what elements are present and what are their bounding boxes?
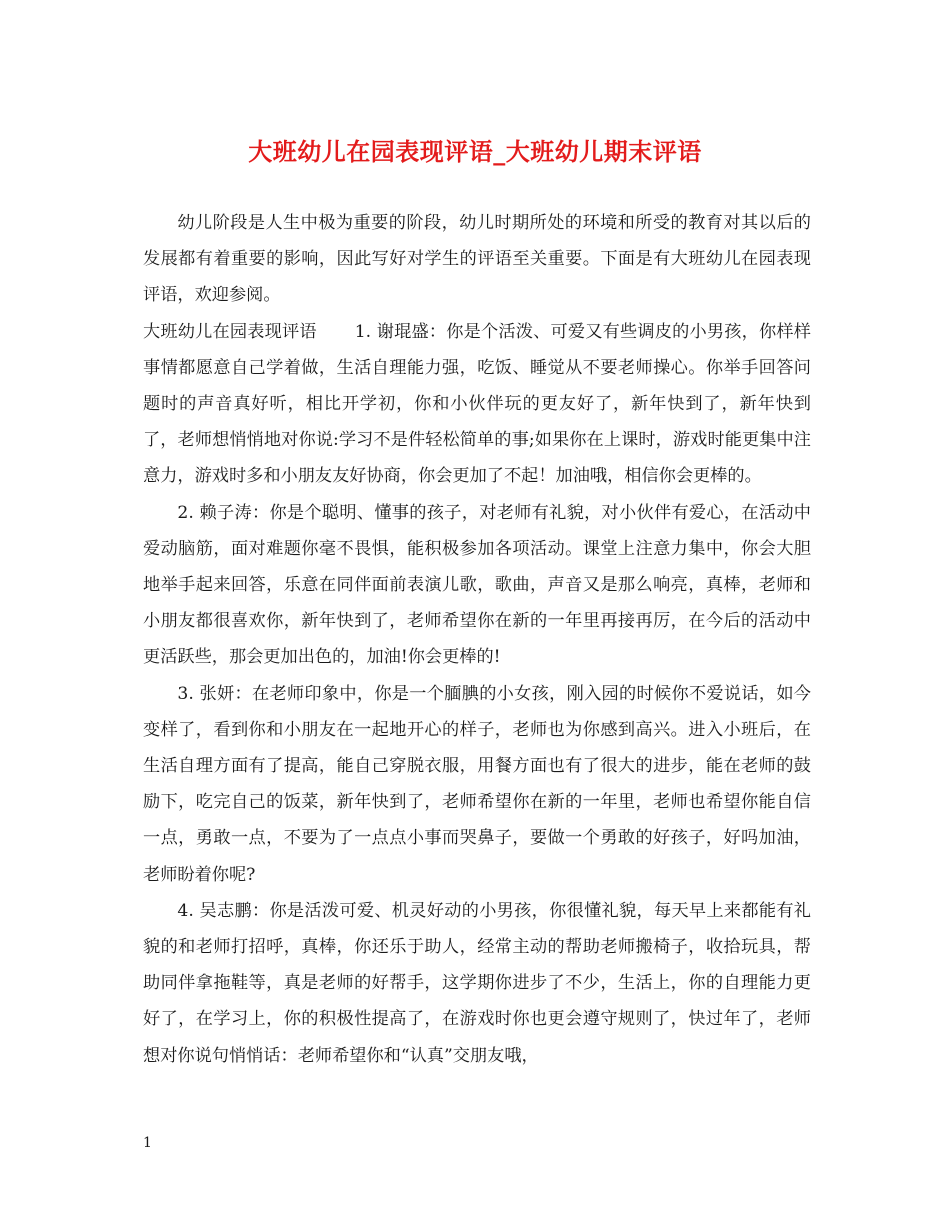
comment-item-3: 3. 张妍：在老师印象中，你是一个腼腆的小女孩，刚入园的时候你不爱说话，如今变样了，看到你和小朋友在一起地开心的样子，老师也为你感到高兴。进入小班后，在生活自理方面有了提高，能自己穿脱衣服，用餐方面也有了很大的进步，能在老师的鼓励下，吃完自己的饭菜，新年快到了，老师希望你在新的一年里，老师也希望你能自信一点，勇敢一点，不要为了一点点小事而哭鼻子，要做一个勇敢的好孩子，好吗加油，老师盼着你呢? (143, 683, 811, 885)
section-paragraph-1 (143, 314, 811, 495)
document-body (143, 205, 811, 1074)
section-heading: 大班幼儿在园表现评语 (143, 321, 317, 342)
comment-item-2: 2. 赖子涛：你是个聪明、懂事的孩子，对老师有礼貌，对小伙伴有爱心，在活动中爱动脑筋，面对难题你毫不畏惧，能积极参加各项活动。课堂上注意力集中，你会大胆地举手起来回答，乐意在同伴面前表演儿歌，歌曲，声音又是那么响亮，真棒，老师和小朋友都很喜欢你，新年快到了，老师希望你在新的一年里再接再厉，在今后的活动中更活跃些，那会更加出色的，加油!你会更棒的! (143, 502, 811, 668)
intro-paragraph: 幼儿阶段是人生中极为重要的阶段，幼儿时期所处的环境和所受的教育对其以后的发展都有着重要的影响，因此写好对学生的评语至关重要。下面是有大班幼儿在园表现评语，欢迎参阅。 (143, 213, 811, 306)
comment-item-1: 1. 谢琨盛：你是个活泼、可爱又有些调皮的小男孩，你样样事情都愿意自己学着做，生活自理能力强，吃饭、睡觉从不要老师操心。你举手回答问题时的声音真好听，相比开学初，你和小伙伴玩的更友好了，新年快到了，新年快到了，老师想悄悄地对你说:学习不是件轻松简单的事;如果你在上课时，游戏时能更集中注意力，游戏时多和小朋友友好协商，你会更加了不起！加油哦，相信你会更棒的。 (143, 321, 811, 487)
comment-item-4: 4. 吴志鹏：你是活泼可爱、机灵好动的小男孩，你很懂礼貌，每天早上来都能有礼貌的和老师打招呼，真棒，你还乐于助人，经常主动的帮助老师搬椅子，收拾玩具，帮助同伴拿拖鞋等，真是老师的好帮手，这学期你进步了不少，生活上，你的自理能力更好了，在学习上，你的积极性提高了，在游戏时你也更会遵守规则了，快过年了，老师想对你说句悄悄话：老师希望你和“认真”交朋友哦， (143, 900, 811, 1066)
page-number: 1 (143, 1135, 152, 1151)
document-title: 大班幼儿在园表现评语_大班幼儿期末评语 (248, 137, 702, 166)
